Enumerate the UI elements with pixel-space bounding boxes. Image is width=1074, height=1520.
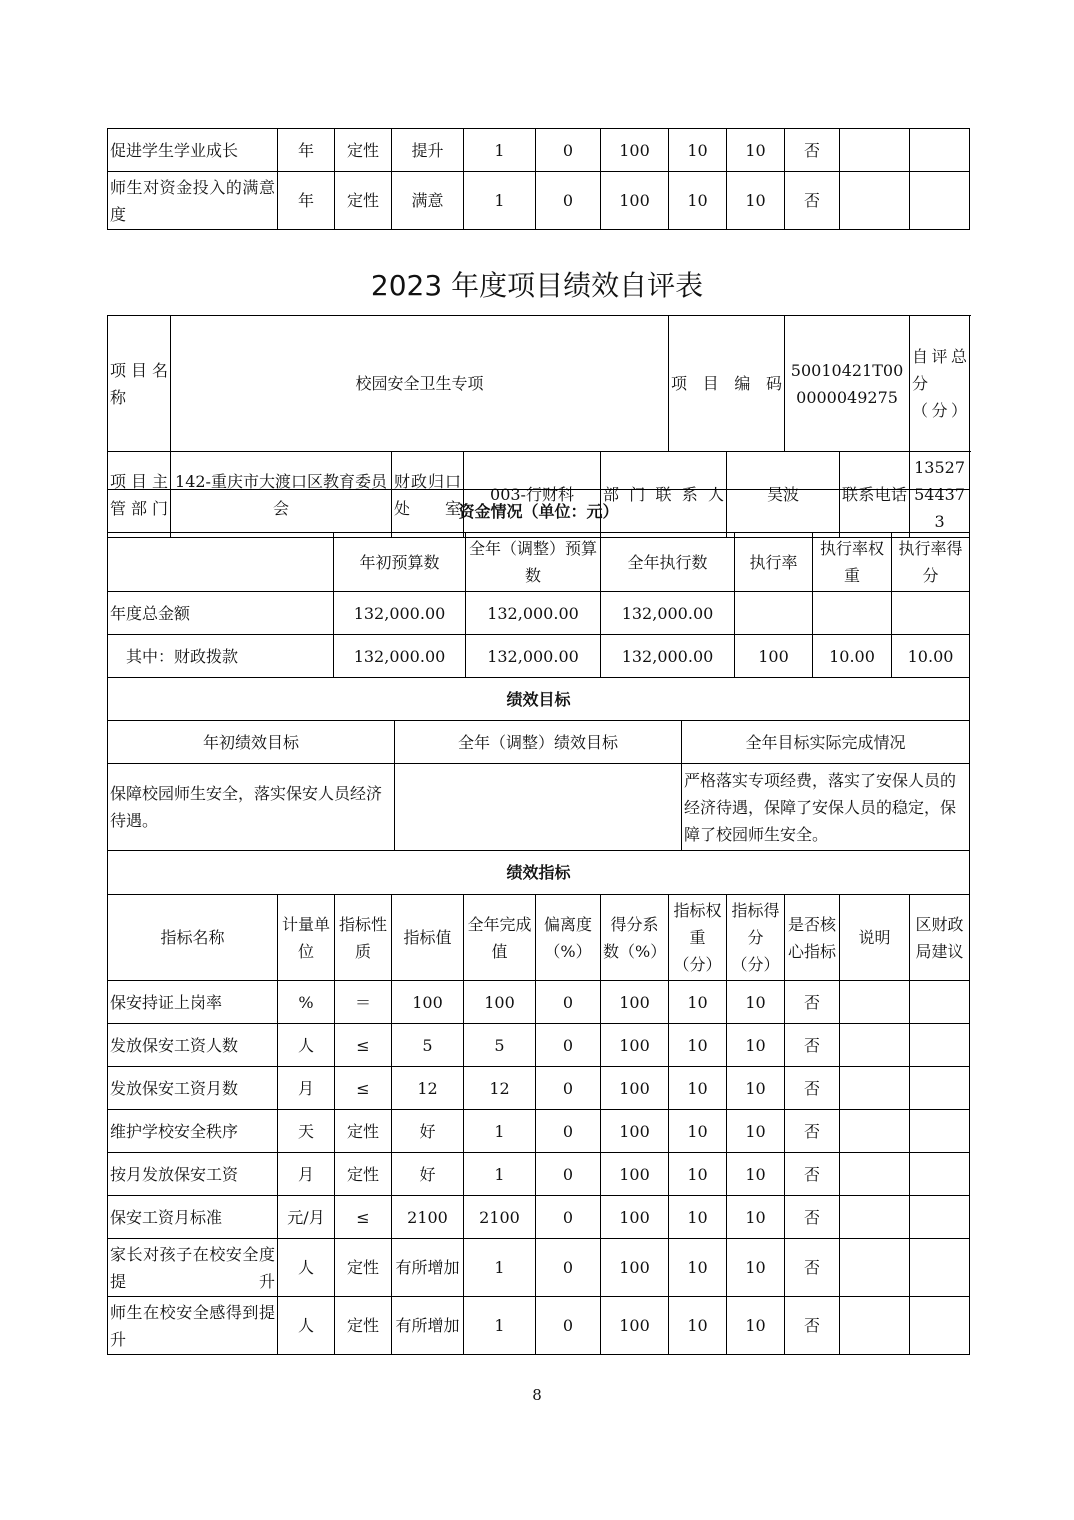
indicator-coef: 100 — [601, 981, 669, 1024]
table-row — [108, 1024, 970, 1067]
indicator-value: 好 — [392, 1110, 464, 1153]
indicator-core: 否 — [785, 1153, 840, 1196]
indicator-suggest — [910, 1297, 970, 1355]
indicator-note — [840, 1196, 910, 1239]
indicator-name: 按月发放保安工资 — [108, 1153, 278, 1196]
indicator-weight: 10 — [669, 981, 727, 1024]
self-score-label: 自评总分（分） — [910, 316, 970, 452]
indicator-core: 否 — [785, 129, 840, 172]
indicator-coef: 100 — [601, 172, 669, 230]
indicator-score: 10 — [727, 1239, 785, 1297]
indicator-unit: 月 — [278, 1067, 335, 1110]
table-row — [108, 1067, 970, 1110]
indicator-unit: 年 — [278, 172, 335, 230]
phone: 13527544373 — [910, 452, 970, 538]
table-row — [108, 129, 970, 172]
indicator-name: 师生对资金投入的满意度 — [108, 172, 278, 230]
indicator-name: 维护学校安全秩序 — [108, 1110, 278, 1153]
indicator-done: 1 — [464, 1110, 536, 1153]
indicator-done: 5 — [464, 1024, 536, 1067]
indicator-score: 10 — [727, 1110, 785, 1153]
funds-header: 执行率 — [735, 533, 813, 592]
indicator-suggest — [910, 129, 970, 172]
indicator-value: 12 — [392, 1067, 464, 1110]
funds-cell: 132,000.00 — [334, 592, 466, 635]
indicator-header: 偏离度（%） — [536, 895, 601, 981]
indicator-dev: 0 — [536, 1110, 601, 1153]
indicator-suggest — [910, 1067, 970, 1110]
indicator-weight: 10 — [669, 1196, 727, 1239]
indicator-dev: 0 — [536, 1024, 601, 1067]
page-title: 2023 年度项目绩效自评表 — [370, 269, 704, 302]
indicator-note — [840, 1153, 910, 1196]
indicator-header: 全年完成值 — [464, 895, 536, 981]
funds-cell: 10.00 — [813, 635, 892, 678]
indicator-done: 1 — [464, 1239, 536, 1297]
goals-header: 全年（调整）绩效目标 — [395, 721, 682, 764]
funds-cell — [892, 592, 970, 635]
indicator-coef: 100 — [601, 1110, 669, 1153]
indicator-note — [840, 129, 910, 172]
indicator-core: 否 — [785, 1067, 840, 1110]
indicator-done: 1 — [464, 1153, 536, 1196]
indicator-nature: 定性 — [335, 129, 392, 172]
indicator-weight: 10 — [669, 1297, 727, 1355]
indicator-score: 10 — [727, 981, 785, 1024]
indicator-suggest — [910, 1024, 970, 1067]
funds-cell: 100 — [735, 635, 813, 678]
indicator-core: 否 — [785, 1110, 840, 1153]
funds-cell — [813, 592, 892, 635]
indicator-dev: 0 — [536, 1196, 601, 1239]
continued-rows — [108, 129, 970, 230]
indicator-value: 有所增加 — [392, 1239, 464, 1297]
indicator-header: 计量单位 — [278, 895, 335, 981]
indicator-done: 1 — [464, 1297, 536, 1355]
indicator-note — [840, 1067, 910, 1110]
indicator-dev: 0 — [536, 981, 601, 1024]
indicator-name: 保安持证上岗率 — [108, 981, 278, 1024]
goals-table — [107, 677, 970, 851]
indicator-header: 得分系数（%） — [601, 895, 669, 981]
indicator-value: 2100 — [392, 1196, 464, 1239]
funds-header-empty — [108, 533, 334, 592]
indicator-core: 否 — [785, 981, 840, 1024]
table-row — [108, 1196, 970, 1239]
table-row — [108, 1110, 970, 1153]
indicator-dev: 0 — [536, 172, 601, 230]
indicator-header: 说明 — [840, 895, 910, 981]
funds-header: 执行率权重 — [813, 533, 892, 592]
project-name: 校园安全卫生专项 — [171, 316, 669, 452]
indicators-section-title: 绩效指标 — [108, 851, 970, 895]
indicator-unit: 人 — [278, 1297, 335, 1355]
funds-cell: 132,000.00 — [334, 635, 466, 678]
indicator-nature: ＝ — [335, 981, 392, 1024]
indicator-suggest — [910, 1110, 970, 1153]
indicator-done: 12 — [464, 1067, 536, 1110]
indicator-name: 师生在校安全感得到提升 — [108, 1297, 278, 1355]
indicator-nature: ≤ — [335, 1196, 392, 1239]
funds-cell: 132,000.00 — [601, 592, 735, 635]
indicator-header: 指标名称 — [108, 895, 278, 981]
finance-office: 003-行财科 — [464, 452, 601, 538]
indicator-weight: 10 — [669, 1110, 727, 1153]
funds-header: 全年（调整）预算数 — [466, 533, 601, 592]
funds-cell: 132,000.00 — [466, 592, 601, 635]
goals-header: 年初绩效目标 — [108, 721, 395, 764]
indicator-core: 否 — [785, 1297, 840, 1355]
indicator-coef: 100 — [601, 1297, 669, 1355]
indicator-rows — [108, 981, 970, 1355]
indicator-coef: 100 — [601, 1024, 669, 1067]
indicator-score: 10 — [727, 172, 785, 230]
indicator-score: 10 — [727, 1297, 785, 1355]
indicator-note — [840, 1024, 910, 1067]
indicator-note — [840, 1297, 910, 1355]
funds-cell: 132,000.00 — [601, 635, 735, 678]
indicator-name: 促进学生学业成长 — [108, 129, 278, 172]
indicator-note — [840, 1239, 910, 1297]
indicator-header: 是否核心指标 — [785, 895, 840, 981]
indicator-score: 10 — [727, 129, 785, 172]
funds-header: 全年执行数 — [601, 533, 735, 592]
indicator-core: 否 — [785, 172, 840, 230]
indicator-nature: 定性 — [335, 172, 392, 230]
funds-row-label: 年度总金额 — [108, 592, 334, 635]
funds-row-label: 其中：财政拨款 — [108, 635, 334, 678]
indicator-unit: % — [278, 981, 335, 1024]
table-row — [108, 1239, 970, 1297]
indicator-weight: 10 — [669, 1024, 727, 1067]
indicator-note — [840, 172, 910, 230]
project-code-label: 项目编码 — [669, 316, 785, 452]
indicator-coef: 100 — [601, 1153, 669, 1196]
indicator-core: 否 — [785, 1024, 840, 1067]
indicator-score: 10 — [727, 1024, 785, 1067]
indicator-coef: 100 — [601, 1196, 669, 1239]
indicator-note — [840, 981, 910, 1024]
indicator-suggest — [910, 1239, 970, 1297]
indicator-weight: 10 — [669, 1239, 727, 1297]
indicator-unit: 月 — [278, 1153, 335, 1196]
funds-table — [107, 489, 970, 678]
project-name-label: 项目名称 — [108, 316, 171, 452]
funds-cell: 132,000.00 — [466, 635, 601, 678]
indicator-score: 10 — [727, 1067, 785, 1110]
indicator-coef: 100 — [601, 129, 669, 172]
contact: 吴波 — [727, 452, 840, 538]
contact-label: 部门联系人 — [601, 452, 727, 538]
funds-cell — [735, 592, 813, 635]
indicator-suggest — [910, 1196, 970, 1239]
indicator-nature: 定性 — [335, 1297, 392, 1355]
indicator-unit: 年 — [278, 129, 335, 172]
phone-label: 联系电话 — [840, 452, 910, 538]
indicator-weight: 10 — [669, 172, 727, 230]
indicator-done: 1 — [464, 172, 536, 230]
finance-office-label: 财政归口处室 — [392, 452, 464, 538]
indicator-name: 发放保安工资月数 — [108, 1067, 278, 1110]
indicator-weight: 10 — [669, 1067, 727, 1110]
indicator-nature: ≤ — [335, 1024, 392, 1067]
goal-actual: 严格落实专项经费，落实了安保人员的经济待遇，保障了安保人员的稳定，保障了校园师生安全。 — [682, 764, 970, 851]
dept: 142-重庆市大渡口区教育委员会 — [171, 452, 392, 538]
funds-header: 年初预算数 — [334, 533, 466, 592]
indicator-name: 保安工资月标准 — [108, 1196, 278, 1239]
funds-section-title: 资金情况（单位：元） — [108, 490, 970, 533]
indicator-header: 指标性质 — [335, 895, 392, 981]
indicator-name: 发放保安工资人数 — [108, 1024, 278, 1067]
indicator-nature: 定性 — [335, 1239, 392, 1297]
indicator-unit: 天 — [278, 1110, 335, 1153]
indicator-dev: 0 — [536, 1153, 601, 1196]
indicator-weight: 10 — [669, 1153, 727, 1196]
table-row — [108, 1153, 970, 1196]
indicator-value: 100 — [392, 981, 464, 1024]
indicator-unit: 人 — [278, 1024, 335, 1067]
funds-cell: 10.00 — [892, 635, 970, 678]
indicator-done: 1 — [464, 129, 536, 172]
table-row — [108, 1297, 970, 1355]
project-code: 50010421T000000049275 — [785, 316, 910, 452]
indicator-suggest — [910, 981, 970, 1024]
indicator-nature: ≤ — [335, 1067, 392, 1110]
indicator-value: 5 — [392, 1024, 464, 1067]
indicator-dev: 0 — [536, 1067, 601, 1110]
indicator-done: 100 — [464, 981, 536, 1024]
funds-header: 执行率得分 — [892, 533, 970, 592]
indicator-note — [840, 1110, 910, 1153]
indicator-header: 区财政局建议 — [910, 895, 970, 981]
indicator-dev: 0 — [536, 1297, 601, 1355]
indicator-coef: 100 — [601, 1067, 669, 1110]
table-row — [108, 981, 970, 1024]
goals-section-title: 绩效目标 — [108, 678, 970, 721]
indicator-value: 满意 — [392, 172, 464, 230]
indicator-value: 好 — [392, 1153, 464, 1196]
indicator-header: 指标得分（分） — [727, 895, 785, 981]
indicator-weight: 10 — [669, 129, 727, 172]
indicator-unit: 人 — [278, 1239, 335, 1297]
continued-indicator-table — [107, 128, 970, 230]
table-row — [108, 172, 970, 230]
indicator-suggest — [910, 172, 970, 230]
indicator-nature: 定性 — [335, 1153, 392, 1196]
goals-header: 全年目标实际完成情况 — [682, 721, 970, 764]
indicator-core: 否 — [785, 1196, 840, 1239]
dept-label: 项目主管部门 — [108, 452, 171, 538]
indicator-header: 指标值 — [392, 895, 464, 981]
page-number: 8 — [532, 1386, 542, 1404]
indicator-dev: 0 — [536, 1239, 601, 1297]
indicator-header: 指标权重（分） — [669, 895, 727, 981]
indicator-core: 否 — [785, 1239, 840, 1297]
indicator-score: 10 — [727, 1153, 785, 1196]
indicator-value: 提升 — [392, 129, 464, 172]
goal-initial: 保障校园师生安全，落实保安人员经济待遇。 — [108, 764, 395, 851]
indicator-unit: 元/月 — [278, 1196, 335, 1239]
indicators-table — [107, 850, 970, 1355]
indicator-coef: 100 — [601, 1239, 669, 1297]
indicator-value: 有所增加 — [392, 1297, 464, 1355]
indicator-nature: 定性 — [335, 1110, 392, 1153]
goal-adjusted — [395, 764, 682, 851]
indicator-suggest — [910, 1153, 970, 1196]
indicator-done: 2100 — [464, 1196, 536, 1239]
indicator-name: 家长对孩子在校安全度提升 — [108, 1239, 278, 1297]
indicator-score: 10 — [727, 1196, 785, 1239]
indicator-dev: 0 — [536, 129, 601, 172]
